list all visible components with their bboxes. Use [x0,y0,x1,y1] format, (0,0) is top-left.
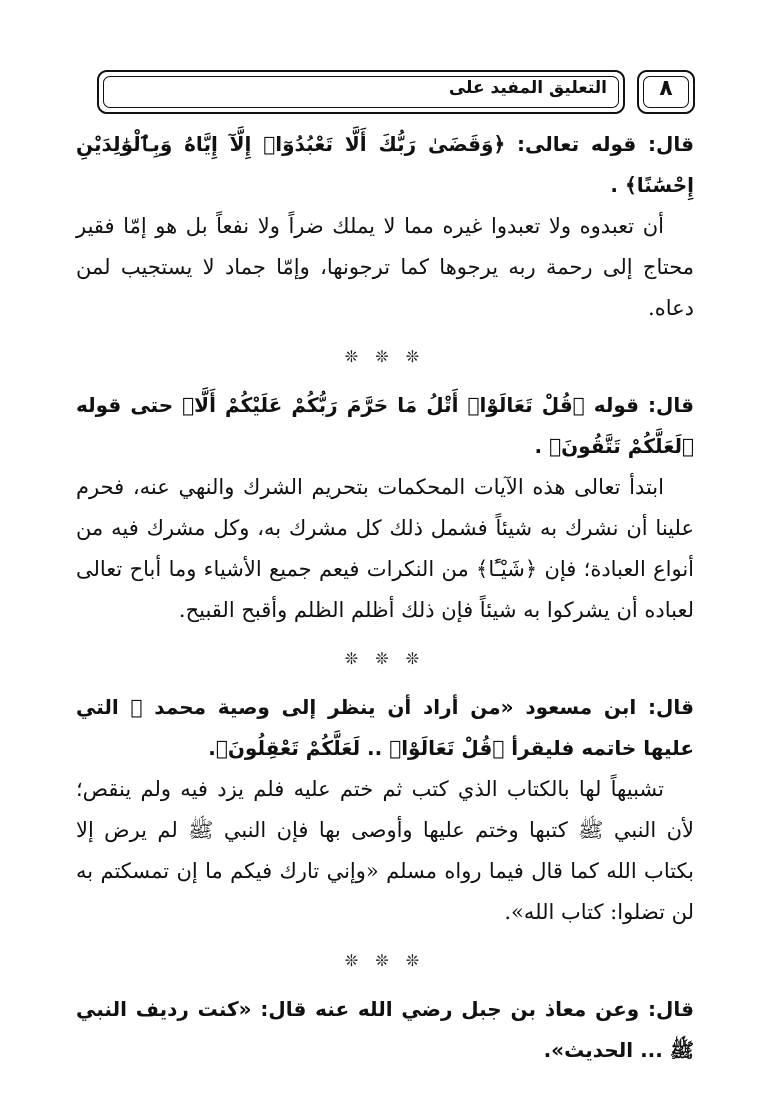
section-1-heading: قال: قوله تعالى: ﴿وَقَضَىٰ رَبُّكَ أَلَّا تَعْبُدُوٓا۟ إِلَّآ إِيَّاهُ وَبِٱلْوَٰلِدَيْنِ إِحْسَٰنًا﴾ . [76,132,694,197]
section-4-heading: قال: وعن معاذ بن جبل رضي الله عنه قال: «كنت رديف النبي ﷺ ... الحديث». [76,997,694,1062]
section-separator-1: ❊ ❊ ❊ [344,347,426,366]
page-number: ٨ [659,76,673,101]
section-3-body: تشبيهاً لها بالكتاب الذي كتب ثم ختم عليه فلم يزد فيه ولم ينقص؛ لأن النبي ﷺ كتبها وختم عليها وأوصى بها فإن النبي ﷺ لم يرض إلا بكتاب الله كما قال فيما رواه مسلم «وإني تارك فيكم ما إن تمسكتم به لن تضلوا: كتاب الله». [76,777,694,924]
section-3-heading: قال: ابن مسعود «من أراد أن ينظر إلى وصية محمد ﷺ التي عليها خاتمه فليقرأ ﴿قُلْ تَعَالَوْا۟ .. لَعَلَّكُمْ تَعْقِلُونَ﴾. [76,695,694,760]
running-title: التعليق المفيد على [448,78,607,98]
running-title-frame [97,70,625,114]
section-separator-2: ❊ ❊ ❊ [344,649,426,668]
section-1-body: أن تعبدوه ولا تعبدوا غيره مما لا يملك ضراً ولا نفعاً بل هو إمّا فقير محتاج إلى رحمة ربه يرجوها كما ترجونها، وإمّا جماد لا يستجيب لمن دعاه. [76,214,694,320]
page-header [97,70,695,120]
page-number-frame [637,70,695,114]
section-2-body: ابتدأ تعالى هذه الآيات المحكمات بتحريم الشرك والنهي عنه، فحرم علينا أن نشرك به شيئاً فشمل ذلك كل مشرك به، وكل مشرك فيه من أنواع العبادة؛ فإن ﴿شَيْـًٔا﴾ من النكرات فيعم جميع الأشياء وما أباح تعالى لعباده أن يشركوا به شيئاً فإن ذلك أظلم الظلم وأقبح القبيح. [76,475,694,622]
section-2-heading: قال: قوله ﴿قُلْ تَعَالَوْا۟ أَتْلُ مَا حَرَّمَ رَبُّكُمْ عَلَيْكُمْ أَلَّا﴾ حتى قوله ﴿لَعَلَّكُمْ تَتَّقُونَ﴾ . [76,393,694,458]
page-content [76,124,694,1071]
section-separator-3: ❊ ❊ ❊ [344,951,426,970]
